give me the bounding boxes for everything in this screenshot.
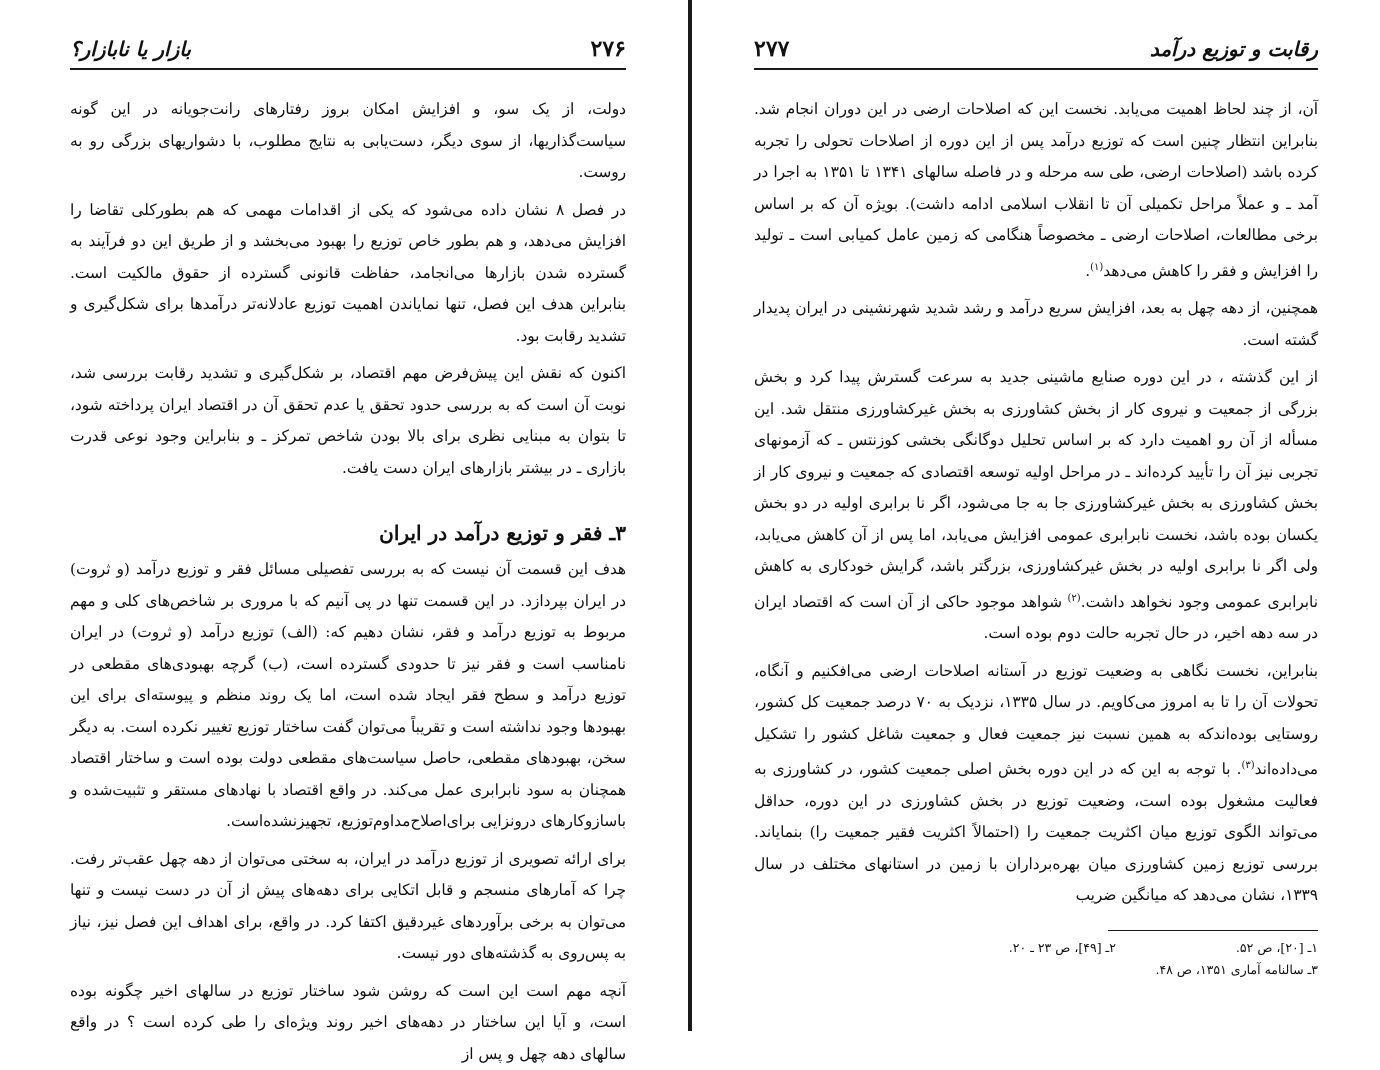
left-paragraph-2: در فصل ۸ نشان داده می‌شود که یکی از اقدامات مهمی که هم بطورکلی تقاضا را افزایش می‌دهد، و هم بطور خاص توزیع را بهبود می‌بخشد و از طریق این دو فرآیند به گسترده شدن بازارها می‌انجامد، حفاظت قانونی گسترده از حقوق مالکیت است. بنابراین هدف این فصل، تنها نمایاندن اهمیت توزیع عادلانه‌تر درآمدها برای شکل‌گیری و تشدید رقابت بود. (70, 195, 626, 353)
right-paragraph-3-text-a: از این گذشته ، در این دوره صنایع ماشینی جدید به سرعت گسترش پیدا کرد و بخش بزرگی از جمعیت و نیروی کار از بخش کشاورزی به بخش غیرکشاورزی منتقل شد. این مسأله از آن رو اهمیت دارد که بر اساس تحلیل دوگانگی بخشی کوزنتس ـ که آزمونهای تجربی نیز آن را تأیید کرده‌اند ـ در مراحل اولیه توسعه اقتصادی که جمعیت و نیروی کار از بخش کشاورزی به بخش غیرکشاورزی جا به جا می‌شود، اگر نا برابری اولیه در دو بخش یکسان بوده باشد، نخست نابرابری عمومی افزایش می‌یابد، اما پس از آن کاهش می‌یابد، ولی اگر نا برابری اولیه در بخش غیرکشاورزی، بزرگتر باشد، گرایش خودکاری به کاهش نابرابری عمومی وجود نخواهد داشت. (754, 368, 1318, 611)
footnote-3: ۳ـ سالنامه آماری ۱۳۵۱، ص ۴۸. (754, 959, 1318, 981)
right-paragraph-1: آن، از چند لحاظ اهمیت می‌یابد. نخست این که اصلاحات ارضی در این دوران انجام شد. بنابراین انتظار چنین است که توزیع درآمد پس از این دوره از اصلاحات تحولی را تجربه کرده باشد (اصلاحات ارضی، طی سه مرحله و در فاصله سالهای ۱۳۴۱ تا ۱۳۵۱ به اجرا در آمد ـ و عملاً مراحل تکمیلی آن تا انقلاب اسلامی ادامه داشت). بویژه آن که بر اساس برخی مطالعات، اصلاحات ارضی ـ مخصوصاً هنگامی که زمین عامل کمیابی است ـ تولید را افزایش و فقر را کاهش می‌دهد$^{(۱)}$. (754, 94, 1318, 287)
right-page-number: ۲۷۷ (754, 36, 789, 62)
footnote-ref-3: (۳) (1241, 760, 1254, 771)
right-paragraph-4-text-a: بنابراین، نخست نگاهی به وضعیت توزیع در آستانه اصلاحات ارضی می‌افکنیم و آنگاه، تحولات آن را تا به امروز می‌کاویم. در سال ۱۳۳۵، نزدیک به ۷۰ درصد جمعیت کل کشور، روستایی بوده‌اندکه به همین نسبت نیز جمعیت فعال و جمعیت شاغل کشور را تشکیل می‌داده‌اند (754, 662, 1318, 779)
left-paragraph-1: دولت، از یک سو، و افزایش امکان بروز رفتارهای رانت‌جویانه در این گونه سیاست‌گذاریها، از سوی دیگر، دست‌یابی به نتایج مطلوب، با دشواریهای بزرگی رو به روست. (70, 94, 626, 189)
left-paragraph-5: برای ارائه تصویری از توزیع درآمد در ایران، به سختی می‌توان از دهه چهل عقب‌تر رفت. چرا که آمارهای منسجم و قابل اتکایی برای دهه‌های پیش از آن در دست نیست و تنها می‌توان به برخی برآوردهای غیردقیق اکتفا کرد. در واقع، برای اهداف این فصل نیز، نیاز به پس‌روی به گذشته‌های دور نیست. (70, 844, 626, 970)
right-paragraph-1-text: آن، از چند لحاظ اهمیت می‌یابد. نخست این که اصلاحات ارضی در این دوران انجام شد. بنابراین انتظار چنین است که توزیع درآمد پس از این دوره از اصلاحات تحولی را تجربه کرده باشد (اصلاحات ارضی، طی سه مرحله و در فاصله سالهای ۱۳۴۱ تا ۱۳۵۱ به اجرا در آمد ـ و عملاً مراحل تکمیلی آن تا انقلاب اسلامی ادامه داشت). بویژه آن که بر اساس برخی مطالعات، اصلاحات ارضی ـ مخصوصاً هنگامی که زمین عامل کمیابی است ـ تولید را افزایش و فقر را کاهش می‌دهد (754, 100, 1318, 280)
right-page (692, 0, 1380, 1031)
section-heading: ۳ـ فقر و توزیع درآمد در ایران (70, 516, 626, 550)
left-paragraph-3: اکنون که نقش این پیش‌فرض مهم اقتصاد، بر شکل‌گیری و تشدید رقابت بررسی شد، نوبت آن است که به بررسی حدود تحقق یا عدم تحقق آن در اقتصاد ایران پرداخته شود، تا بتوان به مبنایی نظری برای بالا بودن شاخص تمرکز ـ و بنابراین وجود نوعی قدرت بازاری ـ در بیشتر بازارهای ایران دست یافت. (70, 358, 626, 484)
right-paragraph-4 (754, 656, 1318, 912)
footnote-rule (1108, 930, 1318, 931)
right-header-title: رقابت و توزیع درآمد (1150, 37, 1318, 61)
left-page-number: ۲۷۶ (591, 36, 626, 62)
footnote-ref-1: (۱) (1090, 262, 1103, 273)
right-paragraph-2: همچنین، از دهه چهل به بعد، افزایش سریع درآمد و رشد شدید شهرنشینی در ایران پدیدار گشته است. (754, 293, 1318, 356)
right-paragraph-4-text-b: . با توجه به این که در این دوره بخش اصلی جمعیت کشور، در کشاورزی به فعالیت مشغول بوده است، وضعیت توزیع در بخش کشاورزی در این دوره، حداقل می‌تواند الگوی توزیع میان اکثریت جمعیت را (احتمالاً اکثریت فقیر جمعیت را) بنمایاند. بررسی توزیع زمین کشاورزی میان بهره‌برداران با زمین در استانهای مختلف در سال ۱۳۳۹، نشان می‌دهد که میانگین ضریب (754, 760, 1318, 904)
left-page (0, 0, 688, 1031)
left-running-head (70, 36, 626, 70)
left-paragraph-4: هدف این قسمت آن نیست که به بررسی تفصیلی مسائل فقر و توزیع درآمد (و ثروت) در ایران بپردازد. در این قسمت تنها در پی آنیم که با مروری بر شاخص‌های کلی و مهم مربوط به توزیع درآمد و فقر، نشان دهیم که: (الف) توزیع درآمد (و ثروت) در ایران نامناسب است و فقر نیز تا حدودی گسترده است، (ب) گرچه بهبودی‌های مقطعی در توزیع درآمد و سطح فقر ایجاد شده است، اما یک روند منظم و پیوسته‌ای برای این بهبودها وجود نداشته است و تقریباً می‌توان گفت ساختار توزیع تغییر نکرده است. به دیگر سخن، بهبودهای مقطعی، حاصل سیاست‌های مقطعی دولت بوده است و ساختار اقتصاد همچنان به سود نابرابری عمل می‌کند. در واقع اقتصاد با نهادهای مستقر و تثبیت‌شده و باسازوکارهای درونزایی برای‌اصلاح‌مداوم‌توزیع، تجهیزنشده‌است. (70, 554, 626, 838)
footnote-ref-2: (۲) (1068, 593, 1081, 604)
footnote-row (754, 937, 1318, 959)
left-header-title: بازار یا نابازار؟ (70, 37, 191, 61)
left-paragraph-6: آنچه مهم است این است که روشن شود ساختار توزیع در سالهای اخیر چگونه بوده است، و آیا این ساختار در دهه‌های اخیر روند ویژه‌ای را طی کرده است ؟ در واقع سالهای دهه چهل و پس از (70, 976, 626, 1070)
right-paragraph-3 (754, 362, 1318, 650)
right-running-head (754, 36, 1318, 70)
right-paragraph-3-text-b: شواهد موجود حاکی از آن است که اقتصاد ایران در سه دهه اخیر، در حال تجربه حالت دوم بوده است. (754, 593, 1318, 643)
footnote-2: ۲ـ [۴۹]، ص ۲۳ ـ ۲۰. (1009, 937, 1116, 959)
footnote-1: ۱ـ [۲۰]، ص ۵۲. (1236, 937, 1318, 959)
